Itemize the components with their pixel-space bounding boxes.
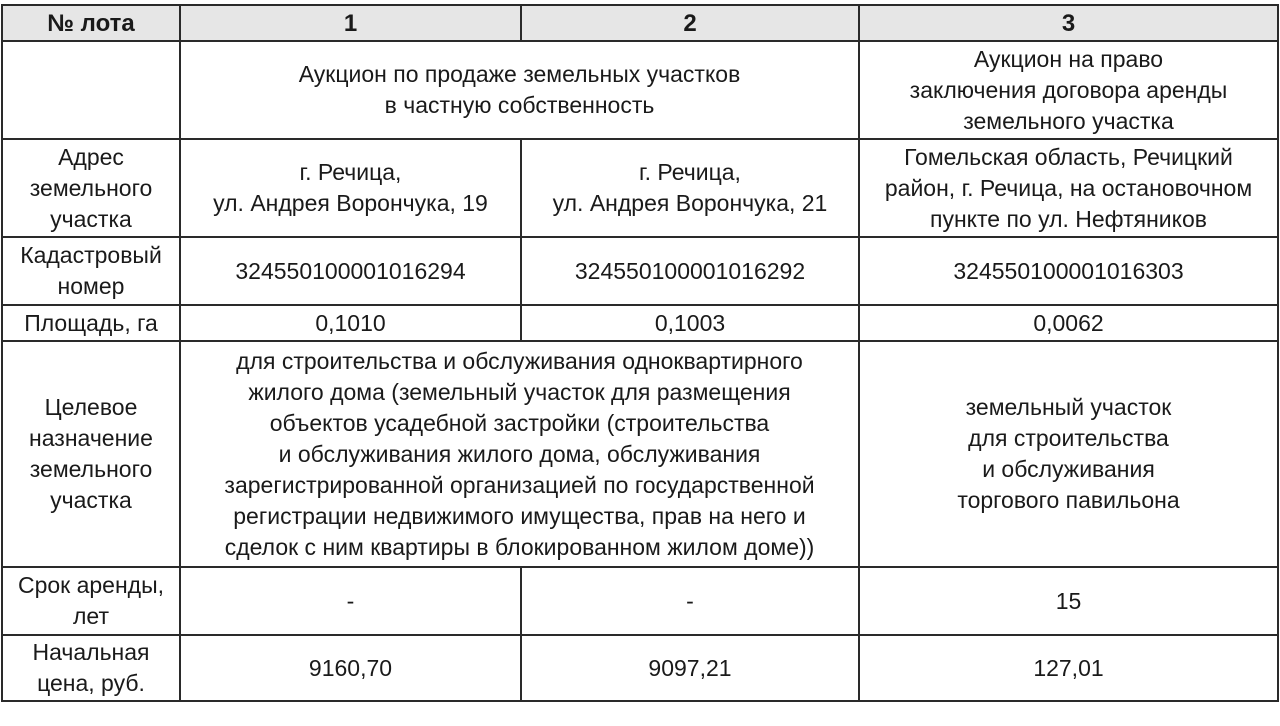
lots-table <box>1 4 1279 702</box>
cadastral-lot-1: 324550100001016294 <box>180 237 521 305</box>
auction-type-lots-1-2: Аукцион по продаже земельных участков в частную собственность <box>180 41 859 139</box>
lot-number-header: № лота <box>2 5 180 41</box>
address-lot-2: г. Речица, ул. Андрея Ворончука, 21 <box>521 139 859 237</box>
lease-term-lot-3: 15 <box>859 567 1278 635</box>
area-lot-2: 0,1003 <box>521 305 859 341</box>
lease-term-lot-1: - <box>180 567 521 635</box>
cadastral-lot-2: 324550100001016292 <box>521 237 859 305</box>
area-lot-1: 0,1010 <box>180 305 521 341</box>
lot-1-header: 1 <box>180 5 521 41</box>
address-lot-1: г. Речица, ул. Андрея Ворончука, 19 <box>180 139 521 237</box>
address-lot-3: Гомельская область, Речицкий район, г. Речица, на остановочном пункте по ул. Нефтяников <box>859 139 1278 237</box>
lot-3-header: 3 <box>859 5 1278 41</box>
lease-term-label: Срок аренды, лет <box>2 567 180 635</box>
starting-price-row <box>2 635 1278 701</box>
purpose-label: Целевое назначение земельного участка <box>2 341 180 567</box>
lease-term-lot-2: - <box>521 567 859 635</box>
purpose-lot-3: земельный участок для строительства и обслуживания торгового павильона <box>859 341 1278 567</box>
address-label: Адрес земельного участка <box>2 139 180 237</box>
lot-2-header: 2 <box>521 5 859 41</box>
starting-price-lot-3: 127,01 <box>859 635 1278 701</box>
starting-price-label: Начальная цена, руб. <box>2 635 180 701</box>
address-row <box>2 139 1278 237</box>
auction-type-lot-3: Аукцион на право заключения договора аренды земельного участка <box>859 41 1278 139</box>
area-row <box>2 305 1278 341</box>
auction-type-label-cell <box>2 41 180 139</box>
cadastral-row <box>2 237 1278 305</box>
cadastral-lot-3: 324550100001016303 <box>859 237 1278 305</box>
area-label: Площадь, га <box>2 305 180 341</box>
area-lot-3: 0,0062 <box>859 305 1278 341</box>
lease-term-row <box>2 567 1278 635</box>
purpose-lots-1-2: для строительства и обслуживания одноквартирного жилого дома (земельный участок для размещения объектов усадебной застройки (строительства и обслуживания жилого дома, обслуживания зарегистрированной организацией по государственной регистрации недвижимого имущества, прав на него и сделок с ним квартиры в блокированном жилом доме)) <box>180 341 859 567</box>
auction-type-row <box>2 41 1278 139</box>
starting-price-lot-2: 9097,21 <box>521 635 859 701</box>
starting-price-lot-1: 9160,70 <box>180 635 521 701</box>
header-row <box>2 5 1278 41</box>
purpose-row <box>2 341 1278 567</box>
cadastral-label: Кадастровый номер <box>2 237 180 305</box>
